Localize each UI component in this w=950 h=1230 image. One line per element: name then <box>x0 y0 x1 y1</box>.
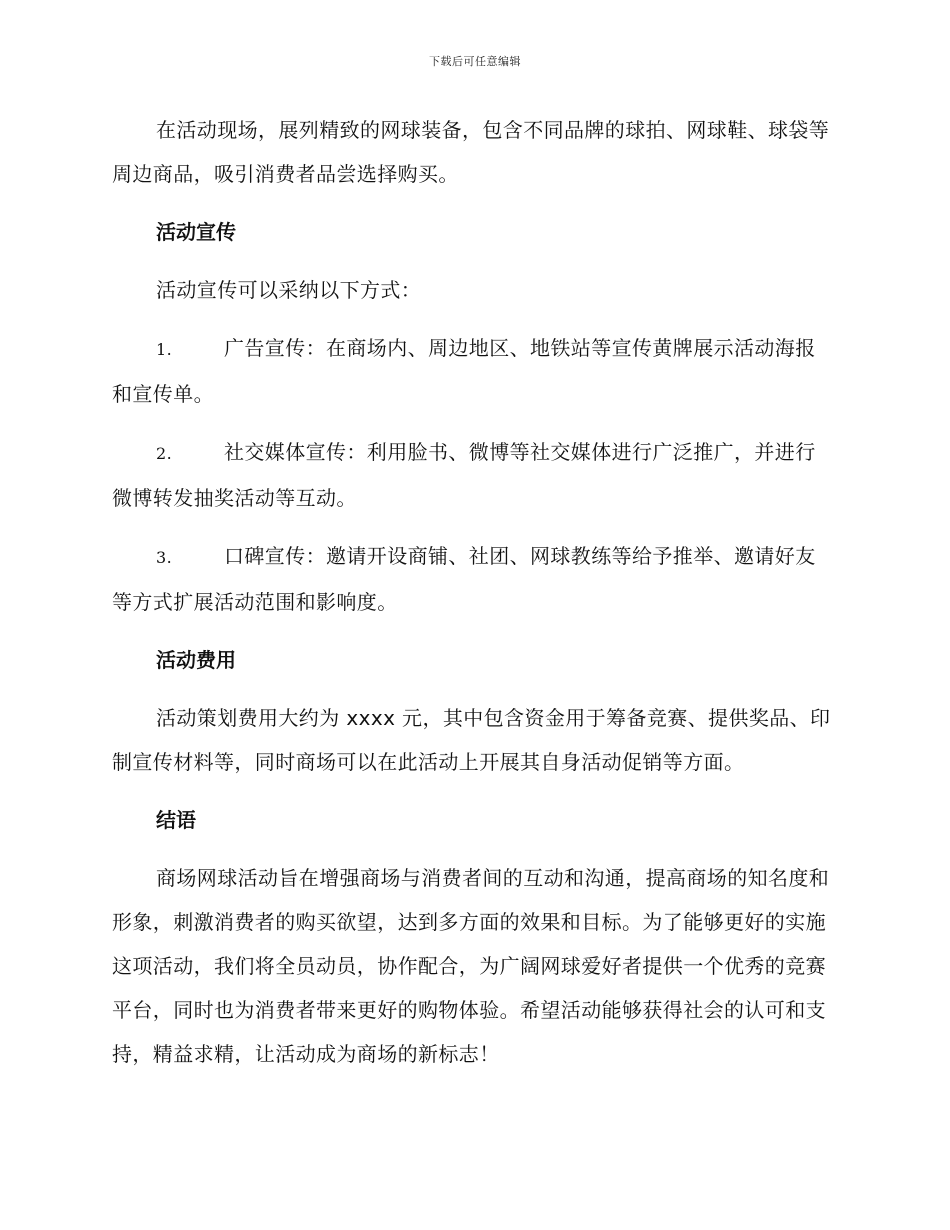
heading-conclusion: 结语 <box>156 808 196 832</box>
list-text: 社交媒体宣传：利用脸书、微博等社交媒体进行广泛推广，并进行微博转发抽奖活动等互动。 <box>112 440 816 510</box>
document-body <box>112 108 832 1076</box>
list-text: 口碑宣传：邀请开设商铺、社团、网球教练等给予推举、邀请好友等方式扩展活动范围和影响度。 <box>112 544 816 614</box>
paragraph-cost: 活动策划费用大约为 xxxx 元，其中包含资金用于筹备竞赛、提供奖品、印制宣传材料等，同时商场可以在此活动上开展其自身活动促销等方面。 <box>112 706 831 774</box>
paragraph-conclusion: 商场网球活动旨在增强商场与消费者间的互动和沟通，提高商场的知名度和形象，刺激消费者的购买欲望，达到多方面的效果和目标。为了能够更好的实施这项活动，我们将全员动员，协作配合，为广阔网球爱好者提供一个优秀的竞赛平台，同时也为消费者带来更好的购物体验。希望活动能够获得社会的认可和支持，精益求精，让活动成为商场的新标志！ <box>112 866 830 1066</box>
heading-cost: 活动费用 <box>156 648 236 672</box>
list-number: 2. <box>156 444 173 463</box>
paragraph-promotion-intro: 活动宣传可以采纳以下方式： <box>156 278 422 302</box>
list-item <box>112 430 832 520</box>
heading-promotion: 活动宣传 <box>156 220 236 244</box>
list-number: 1. <box>156 340 173 359</box>
paragraph-equipment: 在活动现场，展列精致的网球装备，包含不同品牌的球拍、网球鞋、球袋等周边商品，吸引消费者品尝选择购买。 <box>112 118 830 186</box>
list-item <box>112 534 832 624</box>
list-text: 广告宣传：在商场内、周边地区、地铁站等宣传黄牌展示活动海报和宣传单。 <box>112 336 816 406</box>
list-number: 3. <box>156 548 173 567</box>
page-header: 下载后可任意编辑 <box>429 55 521 68</box>
list-item <box>112 326 832 416</box>
